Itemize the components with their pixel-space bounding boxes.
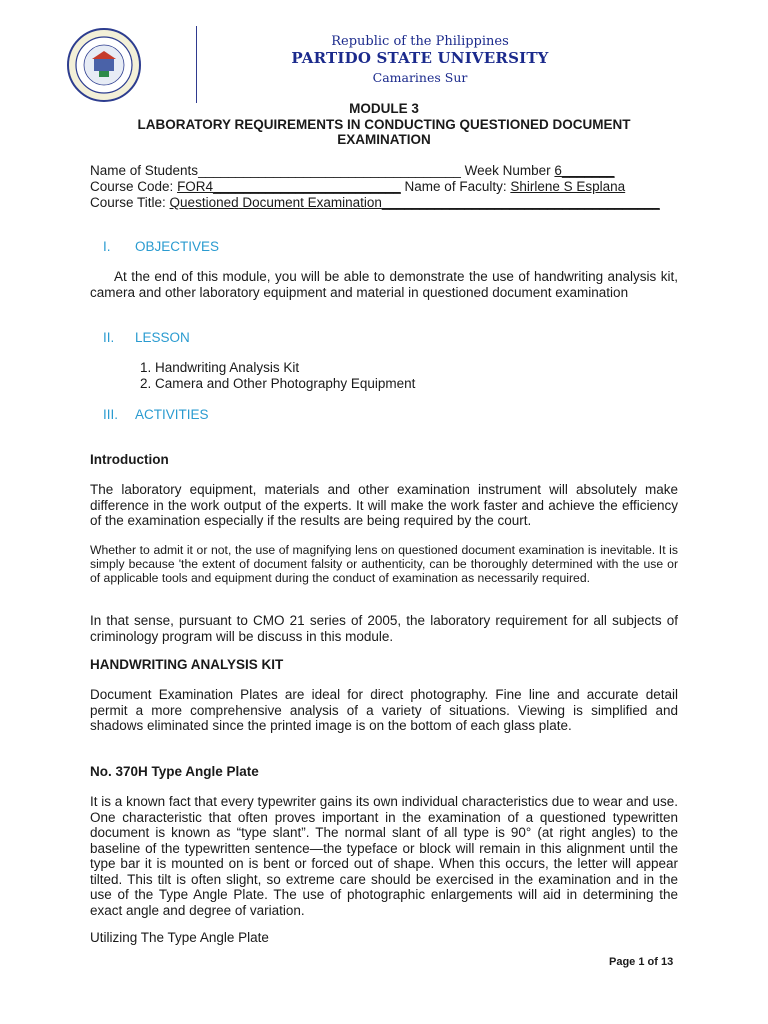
kit-paragraph: Document Examination Plates are ideal for direct photography. Fine line and accurate detail permit a more comprehensive analysis of a variety of situations. Viewing is simplified and shadows eliminated since the printed image is on the bottom of each glass plate. xyxy=(90,687,678,733)
university-seal-logo xyxy=(66,27,142,103)
introduction-heading: Introduction xyxy=(90,452,169,467)
faculty-value: Shirlene S Esplana xyxy=(510,179,626,194)
course-title-value: Questioned Document Examination_____________________________________ xyxy=(169,195,660,210)
course-code-label: Course Code: xyxy=(90,179,174,194)
module-title-line2: EXAMINATION xyxy=(337,132,431,147)
plate-paragraph: It is a known fact that every typewriter gains its own individual characteristics due to wear and use. One characteristic that often proves important in the examination of a questioned typewritten document is known as “type slant”. The normal slant of all type is 90° (at right angles) to the baseline of the typewritten sentence—the typeface or block will remain in this alignment until the type bar it is mounted on is bent or forced out of shape. When this occurs, the letter will appear tilted. This tilt is often slight, so extreme care should be exercised in the examination and in the use of the Type Angle Plate. The use of photographic enlargements will aid in determining the exact angle and degree of variation. xyxy=(90,794,678,918)
plate-heading: No. 370H Type Angle Plate xyxy=(90,764,259,779)
module-number: MODULE 3 xyxy=(349,101,419,116)
course-code-value: FOR4_________________________ xyxy=(177,179,401,194)
section-lesson-heading: II. LESSON xyxy=(103,330,190,345)
students-line: Name of Students___________________________________ Week Number 6_______ xyxy=(90,163,615,178)
lesson-item-1: 1. Handwriting Analysis Kit xyxy=(140,360,300,375)
course-title-line xyxy=(90,195,680,211)
intro-paragraph-1: The laboratory equipment, materials and other examination instrument will absolutely make difference in the work output of the experts. It will make the work faster and achieve the efficiency of the examination especially if the results are being required by the court. xyxy=(90,482,678,528)
course-title-label: Course Title: xyxy=(90,195,166,210)
intro-paragraph-2: Whether to admit it or not, the use of magnifying lens on questioned document examination is inevitable. It is simply because 'the extent of document falsity or authenticity, can be thoroughly determined with the use or of applicable tools and equipment during the conduct of examination as necessarily required. xyxy=(90,543,678,585)
header-country: Republic of the Philippines xyxy=(331,34,509,49)
section-objectives-heading: I. OBJECTIVES xyxy=(103,239,220,254)
objectives-paragraph: At the end of this module, you will be able to demonstrate the use of handwriting analysis kit, camera and other laboratory equipment and material in questioned document examination xyxy=(90,269,678,300)
faculty-label: Name of Faculty: xyxy=(404,179,507,194)
week-value: 6_______ xyxy=(554,163,615,178)
page-number: Page 1 of 13 xyxy=(609,956,674,968)
utilizing-heading: Utilizing The Type Angle Plate xyxy=(90,930,269,945)
kit-heading: HANDWRITING ANALYSIS KIT xyxy=(90,657,284,672)
intro-paragraph-3: In that sense, pursuant to CMO 21 series of 2005, the laboratory requirement for all subjects of criminology program will be discuss in this module. xyxy=(90,613,678,644)
course-code-line xyxy=(90,179,680,195)
header-province: Camarines Sur xyxy=(372,70,468,85)
students-label: Name of Students xyxy=(90,163,199,178)
module-title-line1: LABORATORY REQUIREMENTS IN CONDUCTING QUESTIONED DOCUMENT xyxy=(137,117,631,132)
week-label: Week Number xyxy=(464,163,551,178)
lesson-item-2: 2. Camera and Other Photography Equipment xyxy=(140,376,416,391)
header-divider xyxy=(196,26,197,103)
header-university: PARTIDO STATE UNIVERSITY xyxy=(291,49,549,67)
section-activities-heading: III. ACTIVITIES xyxy=(103,407,209,422)
